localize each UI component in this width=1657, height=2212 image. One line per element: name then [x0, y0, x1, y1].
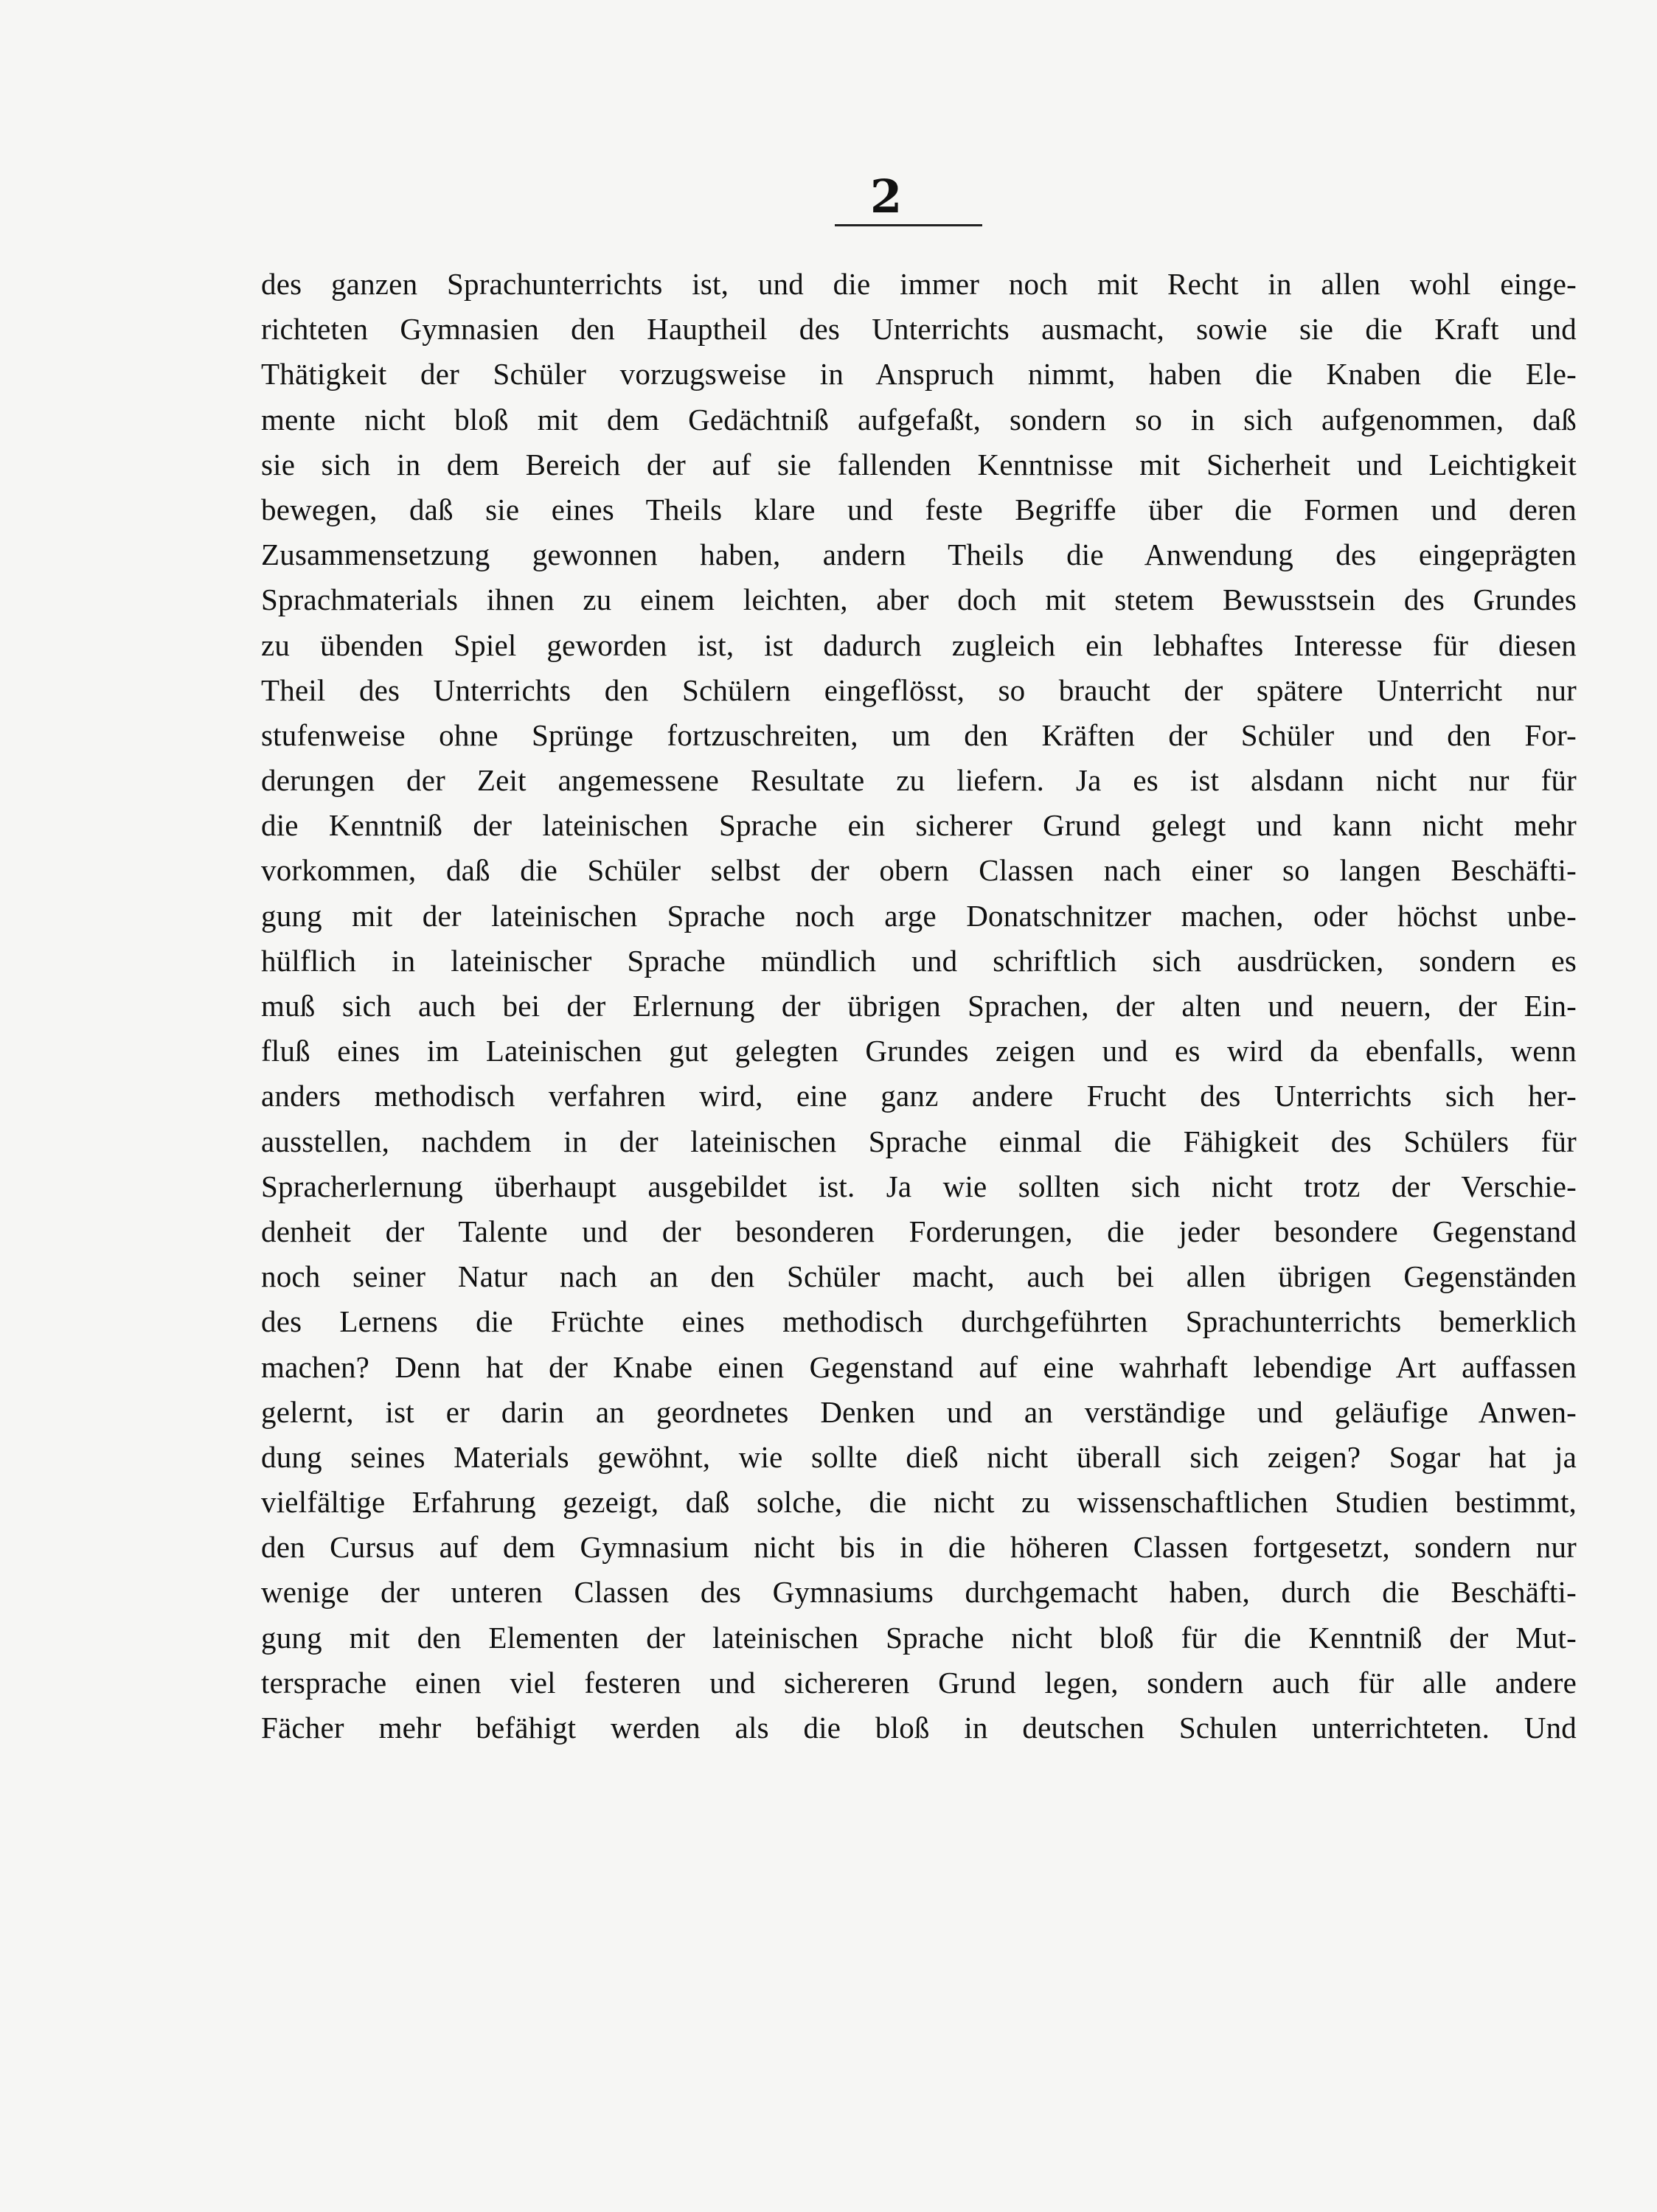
body-text — [261, 262, 1577, 1750]
text-line: ausstellen, nachdem in der lateinischen Sprache einmal die Fähigkeit des Schülers für — [261, 1124, 1577, 1158]
text-line: Fächer mehr befähigt werden als die bloß in deutschen Schulen unterrichteten. Und — [261, 1711, 1577, 1745]
text-line: Thätigkeit der Schüler vorzugsweise in Anspruch nimmt, haben die Knaben die Ele- — [261, 357, 1577, 392]
text-line: gung mit den Elementen der lateinischen Sprache nicht bloß für die Kenntniß der Mut- — [261, 1620, 1577, 1655]
text-line: anders methodisch verfahren wird, eine ganz andere Frucht des Unterrichts sich her- — [261, 1079, 1577, 1113]
text-line: Spracherlernung überhaupt ausgebildet ist. Ja wie sollten sich nicht trotz der Verschie- — [261, 1169, 1577, 1203]
text-line: wenige der unteren Classen des Gymnasiums durchgemacht haben, durch die Beschäfti- — [261, 1575, 1577, 1610]
text-line: noch seiner Natur nach an den Schüler macht, auch bei allen übrigen Gegenständen — [261, 1259, 1577, 1294]
text-line: mente nicht bloß mit dem Gedächtniß aufgefaßt, sondern so in sich aufgenommen, daß — [261, 402, 1577, 437]
text-line: Sprachmaterials ihnen zu einem leichten, aber doch mit stetem Bewusstsein des Grundes — [261, 582, 1577, 617]
text-line: hülflich in lateinischer Sprache mündlich und schriftlich sich ausdrücken, sondern es — [261, 943, 1577, 978]
text-line: muß sich auch bei der Erlernung der übrigen Sprachen, der alten und neuern, der Ein- — [261, 989, 1577, 1023]
text-line: gelernt, ist er darin an geordnetes Denken und an verständige und geläufige Anwen- — [261, 1394, 1577, 1429]
text-line: Zusammensetzung gewonnen haben, andern Theils die Anwendung des eingeprägten — [261, 538, 1577, 572]
page-number: 2 — [870, 170, 903, 223]
header-rule — [835, 224, 982, 226]
text-line: den Cursus auf dem Gymnasium nicht bis in die höheren Classen fortgesetzt, sondern nur — [261, 1530, 1577, 1565]
text-line: sie sich in dem Bereich der auf sie fallenden Kenntnisse mit Sicherheit und Leichtigkeit — [261, 447, 1577, 481]
text-line: vorkommen, daß die Schüler selbst der obern Classen nach einer so langen Beschäfti- — [261, 853, 1577, 888]
text-line: machen? Denn hat der Knabe einen Gegenstand auf eine wahrhaft lebendige Art auffassen — [261, 1349, 1577, 1384]
text-line: stufenweise ohne Sprünge fortzuschreiten, um den Kräften der Schüler und den For- — [261, 717, 1577, 752]
text-line: tersprache einen viel festeren und sichereren Grund legen, sondern auch für alle andere — [261, 1665, 1577, 1700]
text-line: richteten Gymnasien den Hauptheil des Unterrichts ausmacht, sowie sie die Kraft und — [261, 312, 1577, 347]
text-line: fluß eines im Lateinischen gut gelegten Grundes zeigen und es wird da ebenfalls, wenn — [261, 1034, 1577, 1068]
text-line: Theil des Unterrichts den Schülern eingeflösst, so braucht der spätere Unterricht nur — [261, 672, 1577, 707]
text-line: des Lernens die Früchte eines methodisch durchgeführten Sprachunterrichts bemerklich — [261, 1304, 1577, 1339]
text-line: dung seines Materials gewöhnt, wie sollte dieß nicht überall sich zeigen? Sogar hat ja — [261, 1439, 1577, 1474]
text-line: des ganzen Sprachunterrichts ist, und die immer noch mit Recht in allen wohl einge- — [261, 267, 1577, 301]
text-line: zu übenden Spiel geworden ist, ist dadurch zugleich ein lebhaftes Interesse für diesen — [261, 627, 1577, 662]
text-line: vielfältige Erfahrung gezeigt, daß solche, die nicht zu wissenschaftlichen Studien bestimmt, — [261, 1485, 1577, 1520]
text-line: bewegen, daß sie eines Theils klare und feste Begriffe über die Formen und deren — [261, 492, 1577, 526]
text-line: gung mit der lateinischen Sprache noch arge Donatschnitzer machen, oder höchst unbe- — [261, 898, 1577, 933]
text-line: denheit der Talente und der besonderen Forderungen, die jeder besondere Gegenstand — [261, 1214, 1577, 1248]
text-line: die Kenntniß der lateinischen Sprache ein sicherer Grund gelegt und kann nicht mehr — [261, 808, 1577, 843]
text-line: derungen der Zeit angemessene Resultate zu liefern. Ja es ist alsdann nicht nur für — [261, 763, 1577, 798]
